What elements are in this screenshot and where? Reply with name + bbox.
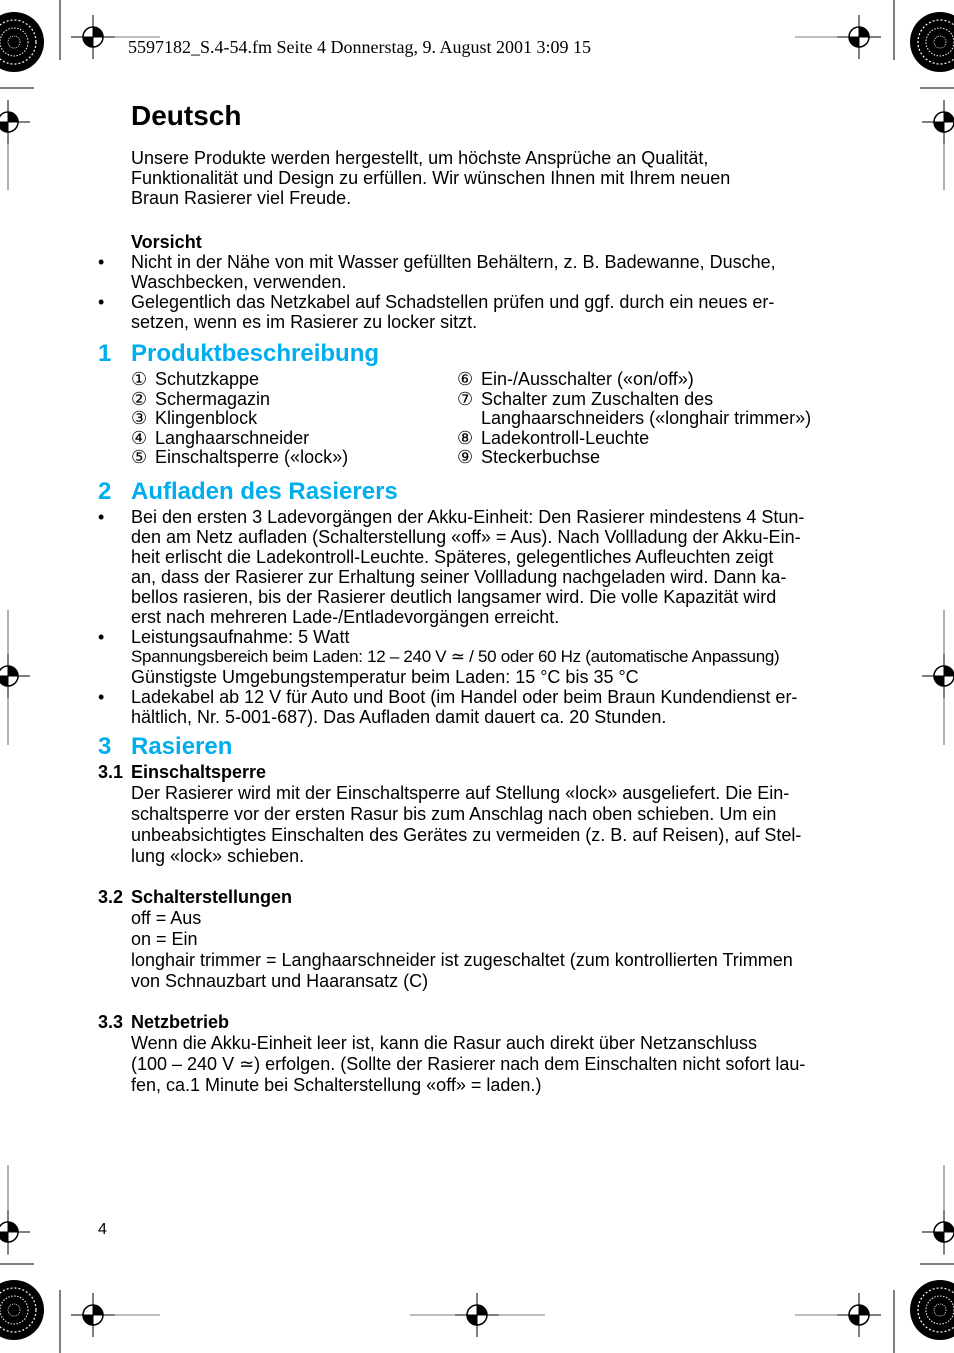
crosshair-icon: [0, 654, 30, 698]
intro-paragraph: Unsere Produkte werden hergestellt, um höchste Ansprüche an Qualität, Funktionalität und Design zu erfüllen. Wir wünschen Ihnen mit Ihrem neuen Braun Rasierer viel Freude.: [131, 148, 731, 208]
file-header: 5597182_S.4-54.fm Seite 4 Donnerstag, 9. August 2001 3:09 15: [128, 37, 591, 57]
part-item: ③ Klingenblock: [131, 408, 258, 428]
part-item: ⑨ Steckerbuchse: [457, 447, 601, 467]
star-target-icon: [0, 1280, 44, 1340]
part-item: ② Schermagazin: [131, 388, 271, 409]
parts-list-right: [457, 370, 877, 468]
part-item: ④ Langhaarschneider: [131, 427, 310, 448]
part-item: ⑦ Schalter zum Zuschalten des: [457, 388, 714, 409]
list-item: • Ladekabel ab 12 V für Auto und Boot (im Handel oder beim Braun Kundendienst er- hältlich, Nr. 5-001-687). Das Aufladen damit dauert ca. 20 Stunden.: [98, 687, 858, 727]
crosshair-icon: [0, 1210, 30, 1254]
list-item: • Leistungsaufnahme: 5 Watt Spannungsbereich beim Laden: 12 – 240 V ≃ / 50 oder 60 Hz (automatische Anpassung) Günstigste Umgebungstemperatur beim Laden: 15 °C bis 35 °C: [98, 627, 858, 687]
subsection-3-2: 3.2 Schalterstellungen off = Aus on = Ein longhair trimmer = Langhaarschneider ist zugeschaltet (zum kontrollierten Trimmen von Schnauzbart und Haaransatz (C): [98, 887, 793, 991]
section-heading-3: 3 Rasieren: [98, 733, 233, 760]
part-item: ① Schutzkappe: [131, 369, 260, 389]
list-item: • Gelegentlich das Netzkabel auf Schadstellen prüfen und ggf. durch ein neues er- setzen, wenn es im Rasierer zu locker sitzt.: [98, 292, 846, 332]
crosshair-icon: [922, 1210, 954, 1254]
section-heading-1: 1 Produktbeschreibung: [98, 340, 380, 367]
part-item: ⑥ Ein-/Ausschalter («on/off»): [457, 369, 694, 389]
part-item-continued: Langhaarschneiders («longhair trimmer»): [481, 408, 812, 428]
charging-list: [98, 507, 858, 727]
star-target-icon: [910, 12, 954, 72]
subsection-3-3: 3.3 Netzbetrieb Wenn die Akku-Einheit leer ist, kann die Rasur auch direkt über Netzanschluss (100 – 240 V ≃) erfolgen. (Sollte der Rasierer nach dem Einschalten nicht sofort lau- fen, ca.1 Minute bei Schalterstellung «off» = laden.): [98, 1012, 806, 1095]
list-item: • Nicht in der Nähe von mit Wasser gefüllten Behältern, z. B. Badewanne, Dusche, Waschbecken, verwenden.: [98, 252, 846, 292]
star-target-icon: [910, 1280, 954, 1340]
page-number: 4: [98, 1221, 107, 1238]
crosshair-icon: [922, 100, 954, 144]
page-title: Deutsch: [131, 100, 242, 131]
caution-list: [98, 252, 846, 332]
subsection-3-1: 3.1 Einschaltsperre Der Rasierer wird mit der Einschaltsperre auf Stellung «lock» ausgeliefert. Die Ein- schaltsperre vor der ersten Rasur bis zum Anschlag nach oben schieben. Um ein unbeabsichtigtes Einschalten des Gerätes zu vermeiden (z. B. auf Reisen), auf Stel- lung «lock» schieben.: [98, 762, 802, 866]
list-item: • Bei den ersten 3 Ladevorgängen der Akku-Einheit: Den Rasierer mindestens 4 Stun- den am Netz aufladen (Schalterstellung «off» = Aus). Nach Vollladung der Akku-Ein- heit erlischt die Ladekontroll-Leuchte. Späteres, gelegentliches Aufleuchten zeigt an, dass der Rasierer zur Erhaltung seiner Vollladung nachgeladen wird. Dann ka- bellos rasieren, bis der Rasierer deutlich langsamer wird. Die volle Kapazität wird erst nach mehreren Lade-/Entladevorgängen erreicht.: [98, 507, 858, 627]
section-heading-2: 2 Aufladen des Rasierers: [98, 478, 398, 505]
crosshair-icon: [0, 100, 30, 144]
star-target-icon: [0, 12, 44, 72]
part-item: ⑤ Einschaltsperre («lock»): [131, 447, 349, 467]
part-item: ⑧ Ladekontroll-Leuchte: [457, 427, 650, 448]
crosshair-icon: [922, 654, 954, 698]
parts-list-left: [131, 370, 451, 468]
caution-title: Vorsicht: [131, 232, 202, 252]
